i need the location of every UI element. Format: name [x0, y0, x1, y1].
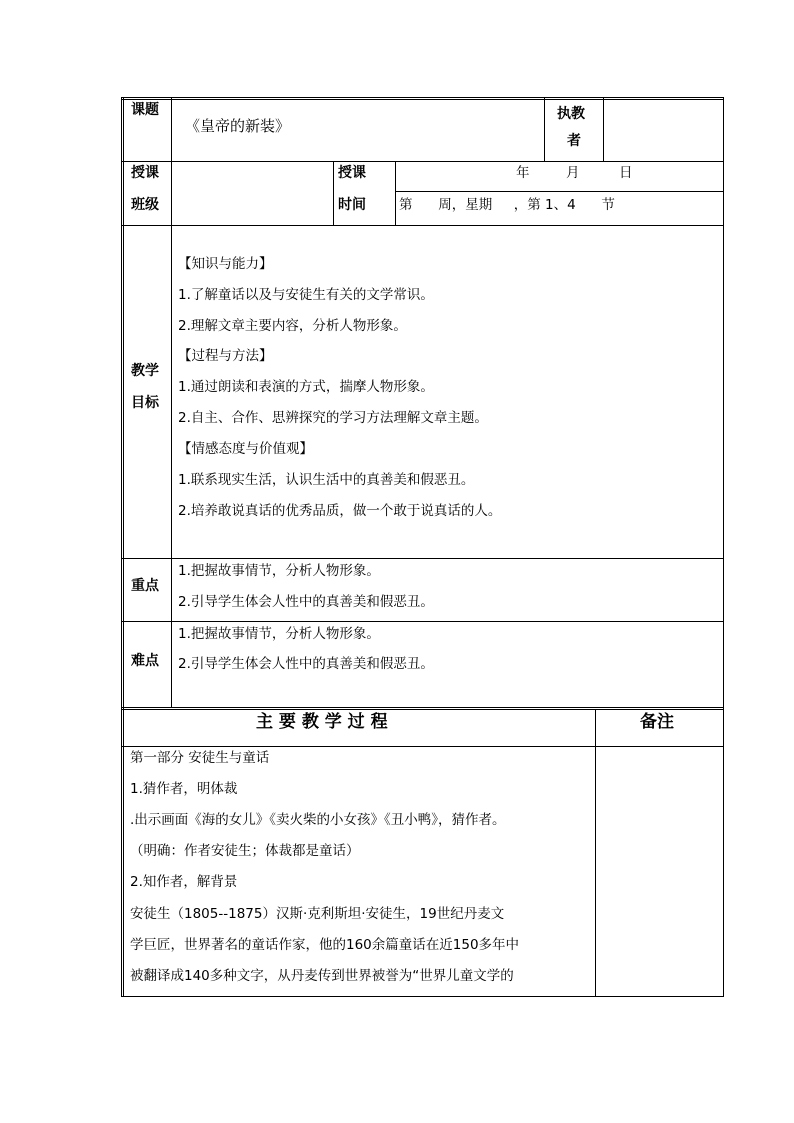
date-month: 月 — [566, 165, 580, 181]
objectives-line: 【过程与方法】 — [178, 348, 273, 364]
teacher-label-line1: 执教 — [557, 106, 585, 122]
difficult-points-line: 1.把握故事情节，分析人物形象。 — [178, 626, 380, 642]
teacher-col-right — [603, 97, 604, 161]
objectives-label-line2: 目标 — [131, 395, 159, 411]
objectives-line: 2.培养敢说真话的优秀品质，做一个敢于说真话的人。 — [178, 503, 502, 519]
topic-label: 课题 — [131, 102, 159, 118]
process-line: 第一部分 安徒生与童话 — [130, 750, 270, 766]
table-border-left-inner — [123, 97, 124, 997]
week-text: 第 周，星期 ，第 1、4 节 — [399, 197, 615, 213]
row-divider-difficult-2 — [121, 709, 724, 710]
row-divider-keypoints — [121, 621, 724, 622]
table-border-left — [121, 97, 122, 997]
row-divider-header — [121, 161, 724, 162]
objectives-line: 1.了解童话以及与安徒生有关的文学常识。 — [178, 287, 434, 303]
time-col-left — [333, 161, 334, 225]
key-points-line: 1.把握故事情节，分析人物形象。 — [178, 563, 380, 579]
objectives-line: 【知识与能力】 — [178, 256, 273, 272]
time-label-line1: 授课 — [338, 165, 366, 181]
process-line: 被翻译成140多种文字，从丹麦传到世界被誉为“世界儿童文学的 — [130, 968, 514, 984]
class-value-field[interactable] — [176, 166, 326, 220]
topic-value: 《皇帝的新装》 — [185, 117, 291, 135]
objectives-line: 1.通过朗读和表演的方式，揣摩人物形象。 — [178, 379, 434, 395]
key-points-line: 2.引导学生体会人性中的真善美和假恶丑。 — [178, 594, 434, 610]
process-line: 2.知作者，解背景 — [130, 874, 238, 890]
label-column-divider — [171, 97, 172, 708]
process-line: 安徒生（1805--1875）汉斯·克利斯坦·安徒生，19世纪丹麦文 — [130, 906, 505, 922]
process-title: 主 要 教 学 过 程 — [256, 712, 388, 732]
process-line: 学巨匠，世界著名的童话作家，他的160余篇童话在近150多年中 — [130, 937, 520, 953]
time-label-line2: 时间 — [338, 197, 366, 213]
date-year: 年 — [516, 165, 530, 181]
table-border-right — [723, 97, 724, 997]
notes-field[interactable] — [600, 751, 718, 991]
row-divider-date — [395, 191, 724, 192]
objectives-line: 2.理解文章主要内容，分析人物形象。 — [178, 318, 407, 334]
row-divider-difficult — [121, 707, 724, 708]
class-label-line2: 班级 — [131, 197, 159, 213]
time-col-right — [395, 161, 396, 225]
difficult-points-line: 2.引导学生体会人性中的真善美和假恶丑。 — [178, 656, 434, 672]
teacher-label-line2: 者 — [567, 133, 581, 149]
teacher-value-field[interactable] — [608, 106, 718, 156]
objectives-line: 2.自主、合作、思辨探究的学习方法理解文章主题。 — [178, 410, 488, 426]
objectives-line: 1.联系现实生活，认识生活中的真善美和假恶丑。 — [178, 472, 475, 488]
objectives-label-line1: 教学 — [131, 363, 159, 379]
table-border-top — [121, 97, 724, 98]
notes-col-divider — [595, 709, 596, 996]
row-divider-process-header — [121, 746, 724, 747]
process-line: （明确：作者安徒生；体裁都是童话） — [130, 843, 360, 859]
notes-label: 备注 — [640, 712, 674, 732]
class-label-line1: 授课 — [131, 165, 159, 181]
difficult-points-label: 难点 — [131, 653, 159, 669]
date-day: 日 — [619, 165, 633, 181]
table-border-top-inner — [121, 99, 724, 100]
row-divider-class — [121, 225, 724, 226]
objectives-line: 【情感态度与价值观】 — [178, 441, 313, 457]
row-divider-objectives — [121, 558, 724, 559]
table-border-bottom — [121, 996, 724, 997]
key-points-label: 重点 — [131, 578, 159, 594]
teacher-col-left — [544, 97, 545, 161]
process-line: .出示画面《海的女儿》《卖火柴的小女孩》《丑小鸭》，猜作者。 — [130, 812, 506, 828]
process-line: 1.猜作者，明体裁 — [130, 781, 238, 797]
